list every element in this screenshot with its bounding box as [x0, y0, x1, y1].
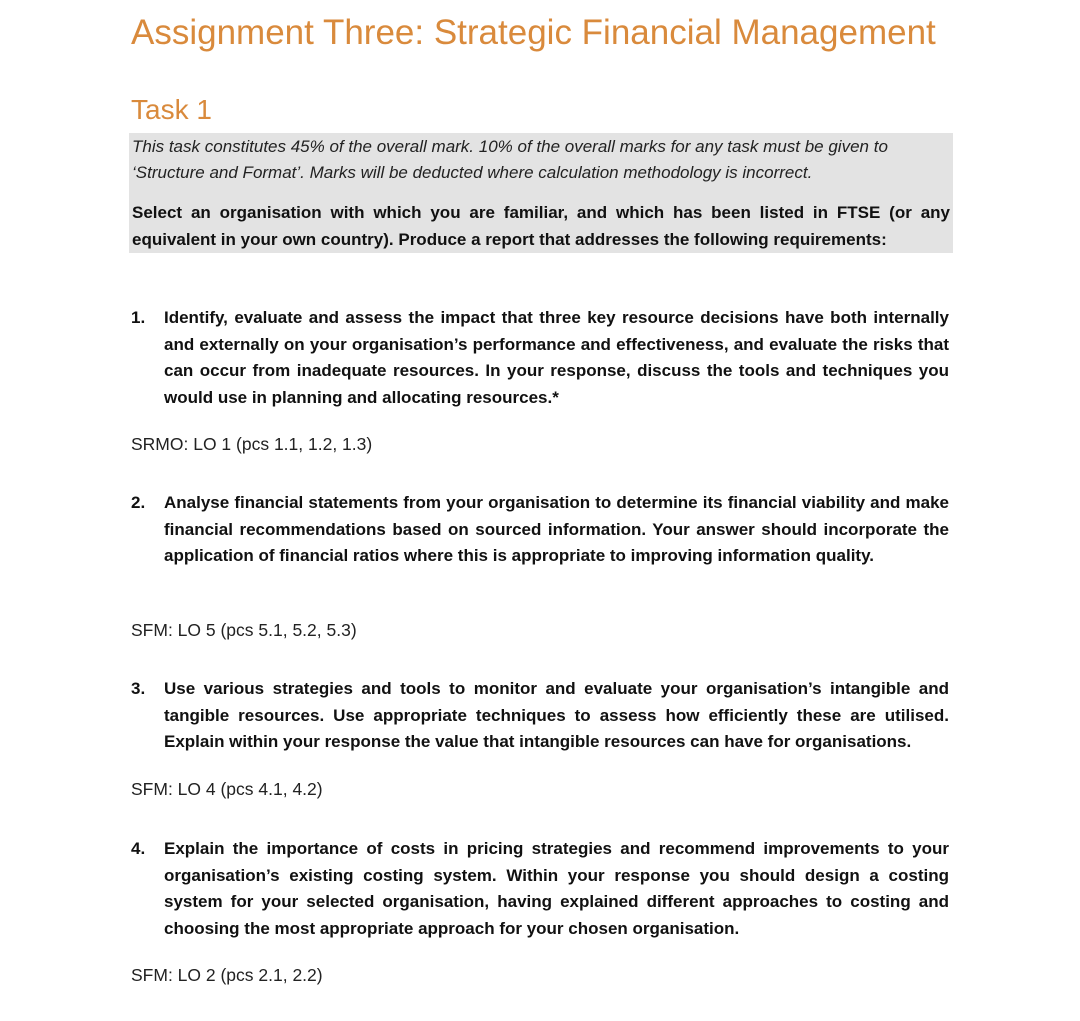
task-weighting-note: This task constitutes 45% of the overall mark. 10% of the overall marks for any task must be given to ‘Structure and Format’. Marks will be deducted where calculation methodology is incorrect. — [132, 137, 888, 182]
requirement-reference: SFM: LO 4 (pcs 4.1, 4.2) — [131, 779, 323, 799]
requirement-reference: SFM: LO 2 (pcs 2.1, 2.2) — [131, 965, 323, 985]
requirement-text: Use various strategies and tools to monitor and evaluate your organisation’s intangible and tangible resources. Use appropriate techniques to assess how efficiently these are utilised. Explain within your response the value that intangible resources can have for organisations. — [164, 679, 949, 751]
task-intro: Select an organisation with which you are familiar, and which has been listed in FTSE (or any equivalent in your own country). Produce a report that addresses the following requirements: — [132, 203, 950, 249]
requirement-text: Analyse financial statements from your organisation to determine its financial viability and make financial recommendations based on sourced information. Your answer should incorporate the application of financial ratios where this is appropriate to improving information quality. — [164, 493, 949, 565]
requirement-text: Explain the importance of costs in pricing strategies and recommend improvements to your organisation’s existing costing system. Within your response you should design a costing system for your selected organisation, having explained different approaches to costing and choosing the most appropriate approach for your chosen organisation. — [164, 839, 949, 938]
requirement-reference: SFM: LO 5 (pcs 5.1, 5.2, 5.3) — [131, 620, 357, 640]
requirement-number: 3. — [131, 679, 146, 698]
requirement-number: 4. — [131, 839, 146, 858]
task-heading: Task 1 — [131, 94, 212, 125]
document-title: Assignment Three: Strategic Financial Management — [131, 13, 936, 52]
requirement-number: 1. — [131, 308, 146, 327]
requirement-reference: SRMO: LO 1 (pcs 1.1, 1.2, 1.3) — [131, 434, 373, 454]
requirement-number: 2. — [131, 493, 146, 512]
task-instructions-box — [129, 133, 953, 253]
requirement-text: Identify, evaluate and assess the impact that three key resource decisions have both internally and externally on your organisation’s performance and effectiveness, and evaluate the risks that can occur from inadequate resources. In your response, discuss the tools and techniques you would use in planning and allocating resources.* — [164, 308, 949, 407]
